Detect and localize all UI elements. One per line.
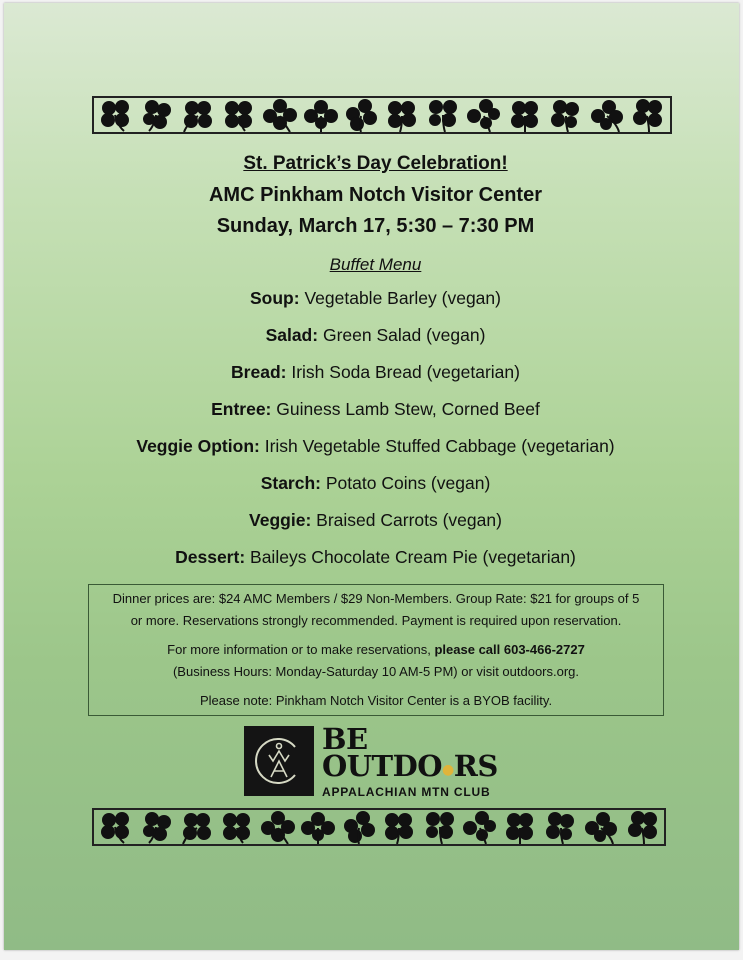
menu-value: Guiness Lamb Stew, Corned Beef <box>276 399 540 419</box>
menu-value: Vegetable Barley (vegan) <box>304 288 501 308</box>
event-title: St. Patrick’s Day Celebration! <box>243 153 508 174</box>
shamrock-icon <box>341 810 377 844</box>
shamrock-icon <box>139 98 175 132</box>
menu-value: Potato Coins (vegan) <box>325 473 491 493</box>
byob-note: Please note: Pinkham Notch Visitor Center is a BYOB facility. <box>199 693 553 708</box>
shamrock-icon <box>583 810 619 844</box>
phone-number: please call 603-466-2727 <box>434 642 585 657</box>
shamrock-icon <box>300 810 336 844</box>
menu-value: Green Salad (vegan) <box>322 325 486 345</box>
shamrock-icon <box>384 98 420 132</box>
menu-item-veggie <box>4 510 743 531</box>
shamrock-icon <box>343 98 379 132</box>
menu-item-dessert <box>4 547 743 568</box>
logo-outdoors <box>322 749 498 784</box>
shamrock-icon <box>303 98 339 132</box>
menu-label: Salad: <box>265 325 319 345</box>
info-box <box>88 584 664 716</box>
shamrock-icon <box>219 810 255 844</box>
menu-value: Braised Carrots (vegan) <box>316 510 502 530</box>
menu-item-bread <box>4 362 743 383</box>
logo-dot-icon: ● <box>442 762 454 778</box>
shamrock-icon <box>381 810 417 844</box>
shamrock-icon <box>422 810 458 844</box>
shamrock-icon <box>179 810 215 844</box>
shamrock-icon <box>98 98 134 132</box>
logo-outdo: OUTDO <box>322 749 443 783</box>
shamrock-icon <box>98 810 134 844</box>
menu-value: Irish Soda Bread (vegetarian) <box>291 362 520 382</box>
menu-value: Baileys Chocolate Cream Pie (vegetarian) <box>250 547 576 567</box>
shamrock-icon <box>462 810 498 844</box>
menu-value: Irish Vegetable Stuffed Cabbage (vegetarian) <box>264 436 615 456</box>
amc-logo <box>244 722 498 799</box>
prices-line-1: Dinner prices are: $24 AMC Members / $29 Non-Members. Group Rate: $21 for groups of 5 <box>112 591 640 606</box>
logo-text <box>322 722 498 799</box>
menu-label: Veggie Option: <box>136 436 260 456</box>
menu-item-soup <box>4 288 743 309</box>
shamrock-icon <box>624 810 660 844</box>
shamrock-icon <box>221 98 257 132</box>
logo-rs: RS <box>453 749 498 783</box>
amc-hiker-icon <box>244 726 314 796</box>
shamrock-border-top <box>92 96 672 134</box>
logo-be: BE <box>322 722 368 756</box>
shamrock-icon <box>139 810 175 844</box>
flyer-page <box>4 3 739 950</box>
shamrock-icon <box>629 98 665 132</box>
menu-item-entree <box>4 399 743 420</box>
menu-label: Veggie: <box>249 510 312 530</box>
shamrock-icon <box>507 98 543 132</box>
menu-label: Bread: <box>231 362 287 382</box>
shamrock-border-bottom <box>92 808 666 846</box>
menu-label: Dessert: <box>175 547 246 567</box>
contact-line-1 <box>89 639 663 661</box>
event-datetime: Sunday, March 17, 5:30 – 7:30 PM <box>216 215 535 237</box>
event-venue: AMC Pinkham Notch Visitor Center <box>208 184 543 206</box>
shamrock-icon <box>548 98 584 132</box>
logo-subline: APPALACHIAN MTN CLUB <box>322 785 491 799</box>
shamrock-icon <box>543 810 579 844</box>
prices-line-2: or more. Reservations strongly recommended. Payment is required upon reservation. <box>130 613 622 628</box>
menu-label: Entree: <box>211 399 272 419</box>
menu-label: Starch: <box>260 473 321 493</box>
contact-line-2: (Business Hours: Monday-Saturday 10 AM-5 PM) or visit outdoors.org. <box>172 664 580 679</box>
shamrock-icon <box>262 98 298 132</box>
contact-prefix: For more information or to make reservations, <box>167 642 435 657</box>
shamrock-icon <box>466 98 502 132</box>
menu-label: Soup: <box>250 288 300 308</box>
shamrock-icon <box>502 810 538 844</box>
menu-item-salad <box>4 325 743 346</box>
menu-item-starch <box>4 473 743 494</box>
shamrock-icon <box>589 98 625 132</box>
shamrock-icon <box>180 98 216 132</box>
shamrock-icon <box>425 98 461 132</box>
menu-heading: Buffet Menu <box>329 255 422 274</box>
menu-item-veggie-option <box>4 436 743 457</box>
shamrock-icon <box>260 810 296 844</box>
